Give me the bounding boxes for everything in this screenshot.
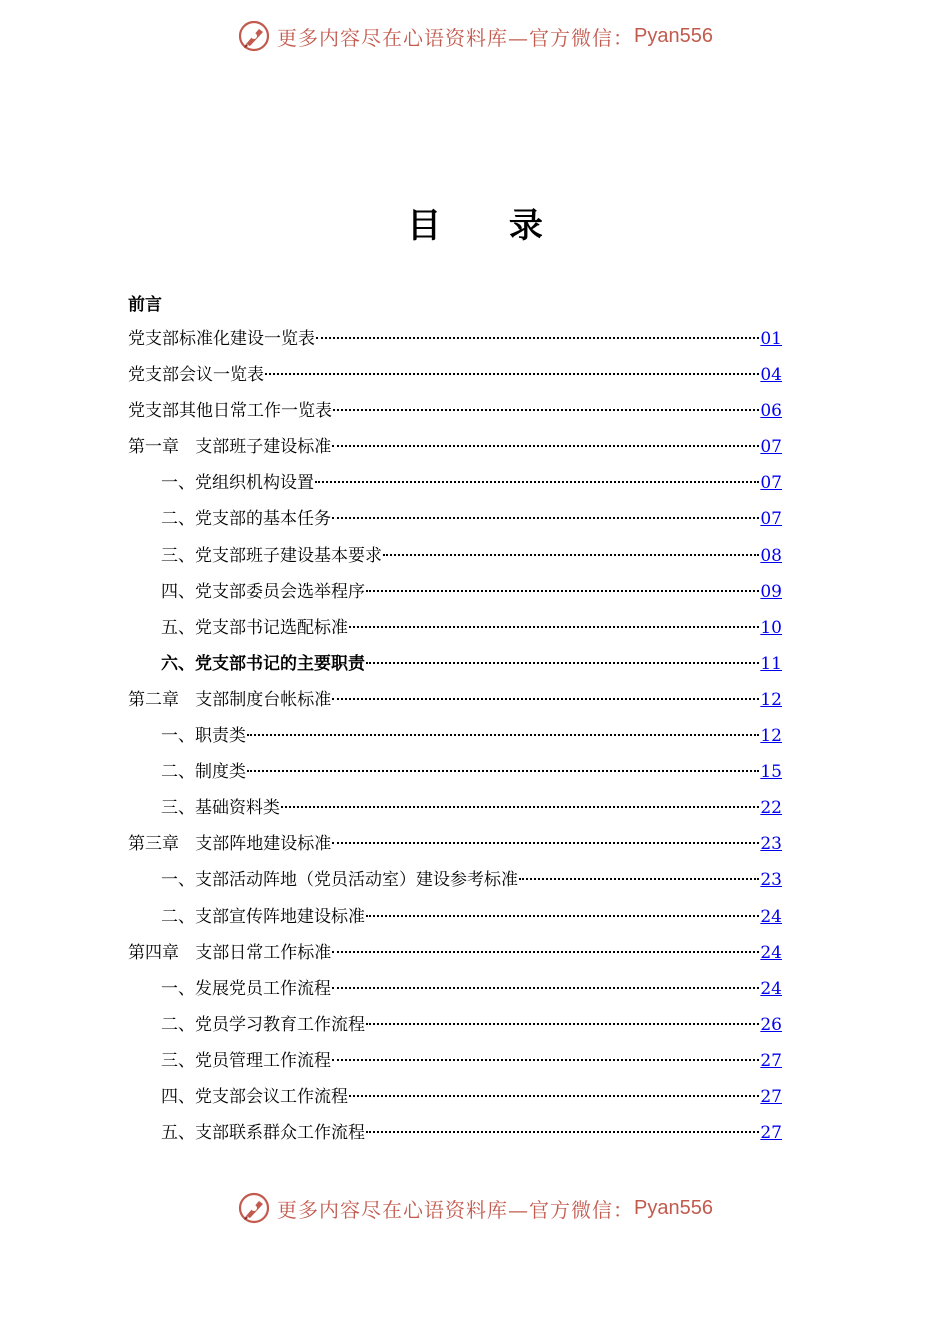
toc-entry-title: 党支部其他日常工作一览表 (128, 401, 332, 422)
dot-leader (332, 1059, 759, 1061)
toc-chapter-title: 第一章 支部班子建设标准 (128, 437, 332, 458)
pen-logo-icon (237, 1191, 271, 1225)
toc-section-title: 六、党支部书记的主要职责 (161, 653, 365, 674)
toc-section-title: 一、职责类 (161, 726, 246, 747)
toc-section (128, 646, 782, 682)
toc-page-link[interactable]: 07 (760, 509, 782, 530)
dot-leader (366, 662, 759, 664)
dot-leader (332, 445, 759, 447)
dot-leader (519, 878, 759, 880)
toc-chapter (128, 826, 782, 862)
table-of-contents (128, 321, 782, 1151)
toc-page-link[interactable]: 07 (760, 473, 782, 494)
toc-section (128, 465, 782, 501)
watermark-text: 更多内容尽在心语资料库—官方微信： (277, 1197, 635, 1222)
toc-page-link[interactable]: 12 (760, 689, 782, 710)
toc-page-link[interactable]: 15 (760, 762, 782, 783)
toc-entry-title: 党支部标准化建设一览表 (128, 329, 315, 349)
toc-section-title: 四、党支部委员会选举程序 (161, 581, 365, 602)
toc-chapter-title: 第四章 支部日常工作标准 (128, 942, 332, 963)
watermark-text: 更多内容尽在心语资料库—官方微信： (277, 25, 635, 50)
dot-leader (247, 734, 759, 736)
toc-section-title: 一、发展党员工作流程 (161, 978, 331, 999)
toc-entry (128, 357, 782, 393)
toc-page-link[interactable]: 24 (760, 978, 782, 999)
toc-page-link[interactable]: 11 (760, 653, 782, 674)
watermark-wechat-id: Pyan556 (634, 24, 713, 47)
toc-page-link[interactable]: 06 (760, 401, 782, 422)
toc-chapter (128, 429, 782, 465)
toc-section-title: 一、党组织机构设置 (161, 473, 314, 494)
toc-page-link[interactable]: 23 (760, 870, 782, 891)
toc-entry (128, 321, 782, 357)
dot-leader (316, 337, 759, 339)
toc-section-title: 五、支部联系群众工作流程 (161, 1123, 365, 1144)
toc-page-link[interactable]: 08 (760, 545, 782, 566)
toc-section-title: 一、支部活动阵地（党员活动室）建设参考标准 (161, 870, 518, 891)
dot-leader (332, 951, 759, 953)
toc-section (128, 1007, 782, 1043)
toc-section (128, 538, 782, 574)
dot-leader (333, 409, 759, 411)
toc-chapter (128, 935, 782, 971)
toc-chapter-title: 第二章 支部制度台帐标准 (128, 689, 332, 710)
toc-chapter (128, 682, 782, 718)
dot-leader (332, 698, 759, 700)
toc-page-link[interactable]: 26 (760, 1014, 782, 1035)
toc-page-link[interactable]: 27 (760, 1086, 782, 1107)
toc-page-link[interactable]: 01 (760, 329, 782, 349)
header-watermark (0, 16, 950, 56)
dot-leader (265, 373, 759, 375)
watermark-wechat-id: Pyan556 (634, 1196, 713, 1219)
dot-leader (332, 517, 759, 519)
toc-page-link[interactable]: 22 (760, 798, 782, 819)
dot-leader (332, 842, 759, 844)
footer-watermark (0, 1188, 950, 1228)
dot-leader (315, 481, 759, 483)
toc-section (128, 1043, 782, 1079)
toc-page-link[interactable]: 10 (760, 617, 782, 638)
pen-logo-icon (237, 19, 271, 53)
toc-section (128, 718, 782, 754)
toc-preface: 前言 (128, 295, 162, 315)
toc-section-title: 四、党支部会议工作流程 (161, 1086, 348, 1107)
toc-entry (128, 393, 782, 429)
dot-leader (366, 915, 759, 917)
dot-leader (383, 554, 759, 556)
dot-leader (281, 806, 759, 808)
page-title: 目 录 (407, 206, 571, 246)
dot-leader (366, 1023, 759, 1025)
toc-section (128, 790, 782, 826)
toc-section (128, 1079, 782, 1115)
toc-section-title: 二、党员学习教育工作流程 (161, 1014, 365, 1035)
dot-leader (349, 626, 759, 628)
toc-section-title: 五、党支部书记选配标准 (161, 617, 348, 638)
dot-leader (349, 1095, 759, 1097)
toc-section (128, 754, 782, 790)
toc-section-title: 三、基础资料类 (161, 798, 280, 819)
toc-section (128, 899, 782, 935)
toc-page-link[interactable]: 24 (760, 906, 782, 927)
toc-page-link[interactable]: 09 (760, 581, 782, 602)
toc-section-title: 三、党员管理工作流程 (161, 1050, 331, 1071)
dot-leader (332, 987, 759, 989)
toc-section (128, 574, 782, 610)
toc-section-title: 三、党支部班子建设基本要求 (161, 545, 382, 566)
toc-section (128, 862, 782, 898)
toc-page-link[interactable]: 24 (760, 942, 782, 963)
toc-page-link[interactable]: 23 (760, 834, 782, 855)
toc-page-link[interactable]: 27 (760, 1123, 782, 1144)
dot-leader (366, 1131, 759, 1133)
toc-section (128, 501, 782, 537)
toc-section-title: 二、支部宣传阵地建设标准 (161, 906, 365, 927)
toc-section (128, 971, 782, 1007)
dot-leader (247, 770, 759, 772)
toc-section (128, 610, 782, 646)
toc-section-title: 二、党支部的基本任务 (161, 509, 331, 530)
toc-page-link[interactable]: 27 (760, 1050, 782, 1071)
toc-entry-title: 党支部会议一览表 (128, 365, 264, 386)
toc-chapter-title: 第三章 支部阵地建设标准 (128, 834, 332, 855)
toc-page-link[interactable]: 07 (760, 437, 782, 458)
toc-section (128, 1115, 782, 1151)
toc-section-title: 二、制度类 (161, 762, 246, 783)
toc-page-link[interactable]: 04 (760, 365, 782, 386)
toc-page-link[interactable]: 12 (760, 726, 782, 747)
dot-leader (366, 590, 759, 592)
